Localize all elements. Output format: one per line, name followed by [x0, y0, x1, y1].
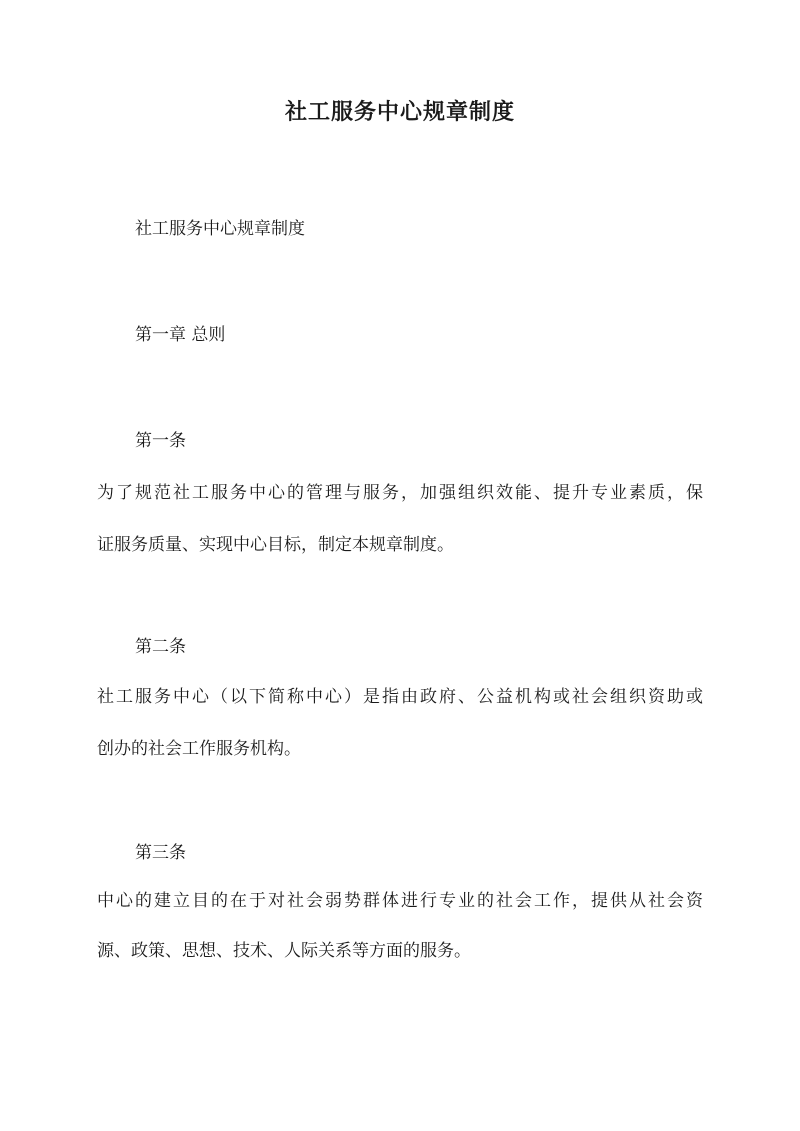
article-1-heading: 第一条	[135, 431, 186, 451]
article-2-line-1: 社工服务中心（以下简称中心）是指由政府、公益机构或社会组织资助或	[97, 687, 703, 707]
article-2-heading: 第二条	[135, 637, 186, 657]
document-subtitle: 社工服务中心规章制度	[135, 219, 305, 239]
article-3-line-1: 中心的建立目的在于对社会弱势群体进行专业的社会工作，提供从社会资	[97, 891, 703, 911]
article-2-line-2: 创办的社会工作服务机构。	[97, 739, 301, 759]
chapter-heading: 第一章 总则	[135, 325, 226, 345]
article-3-heading: 第三条	[135, 843, 186, 863]
article-1-line-1: 为了规范社工服务中心的管理与服务，加强组织效能、提升专业素质，保	[97, 483, 703, 503]
article-1-line-2: 证服务质量、实现中心目标，制定本规章制度。	[97, 535, 454, 555]
article-3-line-2: 源、政策、思想、技术、人际关系等方面的服务。	[97, 941, 471, 961]
document-title: 社工服务中心规章制度	[284, 99, 515, 125]
